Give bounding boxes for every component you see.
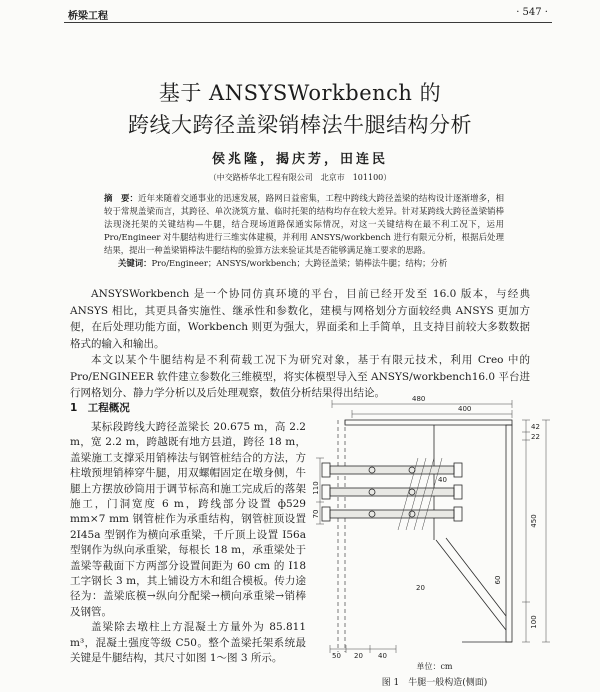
keywords-label: 关键词： <box>118 258 152 268</box>
page-number: · 547 · <box>516 7 548 18</box>
section-body <box>70 420 306 667</box>
figure-unit: 单位：cm <box>416 662 453 671</box>
dim-label-480: 480 <box>412 395 426 403</box>
dim-label-70: 70 <box>312 509 320 519</box>
section-paragraph-1: 某标段跨线大跨径盖梁长 20.675 m，高 2.2 m，宽 2.2 m，跨越既有地方县道，跨径 18 m，盖梁施工支撑采用销棒法与钢管桩结合的方法，方柱墩预埋销棒穿牛腿，用双螺帽固定在墩身侧，牛腿上方摆放砂筒用于调节标高和施工完成后的落架施工，门洞宽度 6 m，跨线部分设置 ф529 mm×7 mm 钢管桩作为承重结构，钢管桩顶设置 2I45a 型钢作为横向承重梁，千斤顶上设置 I56a 型钢作为纵向承重梁，每根长 18 m，承重梁处于盖梁等截面下方两部分设置间距为 60 cm 的 I18 工字钢长 3 m，其上铺设方木和组合模板。传力途径为：盖梁底模→纵向分配梁→横向承重梁→销棒及钢管。 <box>70 421 306 618</box>
keywords-text: Pro/Engineer；ANSYS/workbench；大跨径盖梁；销棒法牛腿；结构；分析 <box>151 258 448 268</box>
figure-1 <box>312 390 557 660</box>
dim-label-400: 400 <box>458 405 472 413</box>
dimension-top-inner <box>352 405 512 418</box>
dim-label-40: 40 <box>438 476 447 484</box>
dim-label-110: 110 <box>312 481 320 495</box>
dimension-right <box>522 420 550 642</box>
end-plate <box>506 425 512 642</box>
dim-label-20: 20 <box>416 584 425 592</box>
abstract <box>104 192 504 257</box>
dim-label-450: 450 <box>530 514 538 528</box>
dimension-top-overall <box>332 395 512 408</box>
dim-label-40: 40 <box>378 652 387 660</box>
running-header-section: 桥梁工程 <box>68 11 108 22</box>
dim-label-22: 22 <box>531 433 540 441</box>
abstract-label: 摘 要： <box>104 193 139 203</box>
header-rule <box>64 22 552 23</box>
title-line-1: 基于 ANSYSWorkbench 的 <box>158 81 442 105</box>
introduction <box>70 286 530 402</box>
section-paragraph-2: 盖梁除去墩柱上方混凝土方量外为 85.811 m³，混凝土强度等级 C50。整个盖梁托架系统最关键是牛腿结构，其尺寸如图 1～图 3 所示。 <box>70 621 306 665</box>
pin-rod <box>322 507 462 521</box>
dim-label-100: 100 <box>530 615 538 629</box>
intro-paragraph-2: 本文以某个牛腿结构是不利荷载工况下为研究对象，基于有限元技术，利用 Creo 中的 Pro/ENGINEER 软件建立参数化三维模型，将实体模型导入至 ANSYS/workbench16.0 平台进行网格划分、静力学分析以及后处理观察，数值分析结果得出结论。 <box>70 354 530 399</box>
dim-label-42: 42 <box>531 423 540 431</box>
abstract-block <box>104 192 504 270</box>
dim-label-50: 50 <box>332 652 341 660</box>
top-plate <box>345 420 512 425</box>
dim-label-20: 20 <box>354 652 363 660</box>
pin-rod <box>322 463 462 477</box>
dim-label-60: 60 <box>494 575 502 585</box>
figure-caption: 图 1 牛腿一般构造(侧面) <box>381 678 488 688</box>
keywords <box>104 257 504 270</box>
affiliation: （中交路桥华北工程有限公司 北京市 101100） <box>208 173 392 182</box>
section-heading: 1 工程概况 <box>70 402 130 414</box>
dimension-bottom <box>330 645 396 660</box>
intro-paragraph-1: ANSYSWorkbench 是一个协同仿真环境的平台，目前已经开发至 16.0 版本，与经典 ANSYS 相比，其更具备实施性、继承性和参数化，建模与网格划分方面较经典 ANSYS 更加方便，在后处理功能方面，Workbench 则更为强大，界面柔和上手简单，且支持目前较大多数数据格式的输入和输出。 <box>70 288 530 350</box>
bracket-drawing <box>312 390 557 660</box>
pin-rod <box>322 485 462 499</box>
abstract-text: 近年来随着交通事业的迅速发展，路网日益密集，工程中跨线大跨径盖梁的结构设计逐渐增多，相较于常规盖梁而言，其跨径、单次浇筑方量、临时托架的结构均存在较大差异。针对某跨线大跨径盖梁销棒法现浇托架的关键结构—牛腿，结合现场道路保通实际情况，对这一关键结构在最不利工况下，运用 Pro/Engineer 对牛腿结构进行三维实体建模，并利用 ANSYS/workbench 进行有限元分析，根据后处理结果，提出一种盖梁销棒法牛腿结构的验算方法来验证其是否能够满足施工要求的思路。 <box>104 193 505 255</box>
title-line-2: 跨线大跨径盖梁销棒法牛腿结构分析 <box>128 113 472 137</box>
authors: 侯兆隆，揭庆芳，田连民 <box>211 152 388 167</box>
